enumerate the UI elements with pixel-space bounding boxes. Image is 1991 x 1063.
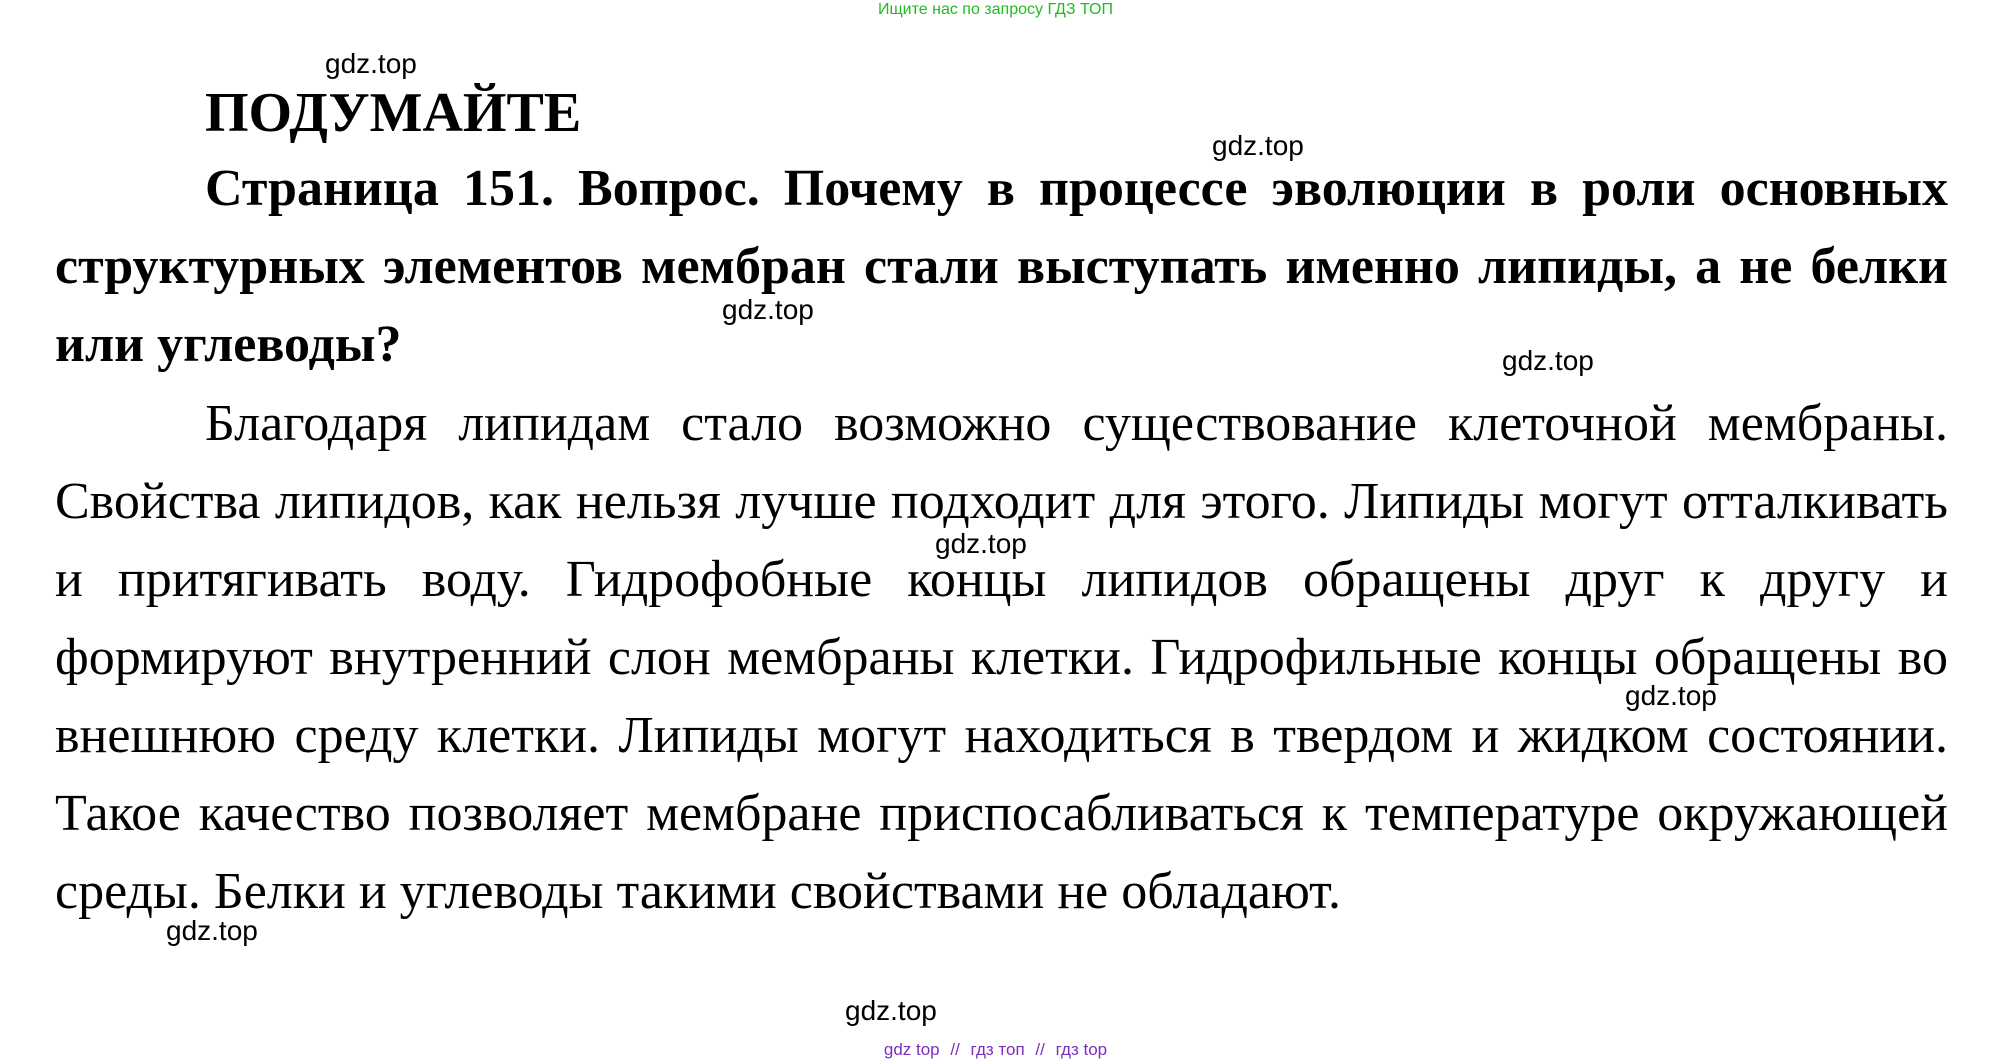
answer-text: Благодаря липидам стало возможно существование клеточной мембраны. Свойства липидов, как нельзя лучше подходит для этого. Липиды могут отталкивать и притягивать воду. Гидрофобные концы липидов обращены друг к другу и формируют внутренний слон мембраны клетки. Гидрофильные концы обращены во внешнюю среду клетки. Липиды могут находиться в твердом и жидком состоянии. Такое качество позволяет мембране приспосабливаться к температуре окружающей среды. Белки и углеводы такими свойствами не обладают. xyxy=(55,395,1948,920)
watermark: gdz.top xyxy=(722,294,814,325)
footer-separator: // xyxy=(950,1040,960,1059)
section-heading: ПОДУМАЙТЕ xyxy=(205,82,582,144)
footer-link[interactable]: гдз топ xyxy=(970,1040,1025,1059)
watermark: gdz.top xyxy=(1212,130,1304,161)
watermark: gdz.top xyxy=(845,995,937,1026)
footer-links xyxy=(0,1040,1991,1060)
watermark: gdz.top xyxy=(166,915,258,946)
watermark: gdz.top xyxy=(1625,680,1717,711)
footer-link[interactable]: гдз top xyxy=(1055,1040,1108,1059)
top-banner: Ищите нас по запросу ГДЗ ТОП xyxy=(878,1,1113,18)
question-text: Страница 151. Вопрос. Почему в процессе эволюции в роли основных структурных элементов мембран стали выступать именно липиды, а не белки или углеводы? xyxy=(55,160,1948,373)
watermark: gdz.top xyxy=(935,528,1027,559)
watermark: gdz.top xyxy=(325,48,417,79)
footer-separator: // xyxy=(1035,1040,1045,1059)
footer-link[interactable]: gdz top xyxy=(883,1040,940,1059)
watermark: gdz.top xyxy=(1502,345,1594,376)
